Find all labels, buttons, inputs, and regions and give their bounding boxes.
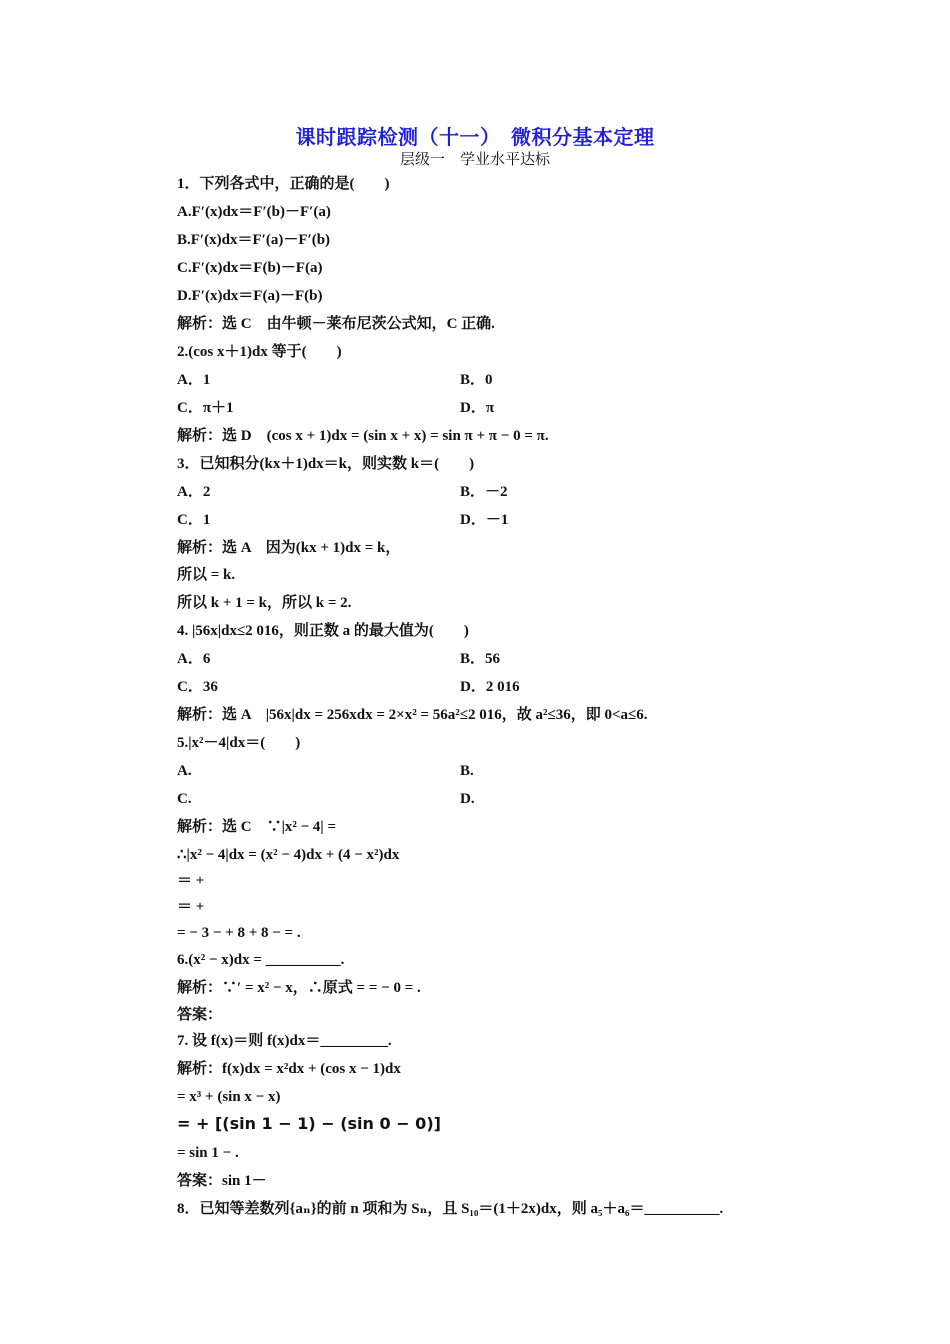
option-a: A. — [177, 763, 192, 779]
solution-5-line: ＝ + — [177, 899, 205, 915]
option-b: B．56 — [460, 651, 501, 667]
solution-4: 解析：选 A |56x|dx = 256xdx = 2×x² = 56a²≤2 016，故 a²≤36，即 0<a≤6. — [177, 707, 648, 723]
answer-7: 答案：sin 1－ — [177, 1173, 267, 1189]
option-c: C.F′(x)dx＝F(b)－F(a) — [177, 260, 323, 276]
solution-5: 解析：选 C ∵|x² − 4| = — [177, 819, 337, 835]
option-c: C．π＋1 — [177, 400, 234, 416]
solution-7-line: = + [(sin 1 − 1) − (sin 0 − 0)] — [177, 1114, 441, 1133]
solution-2: 解析：选 D (cos x + 1)dx = (sin x + x) = sin π + π − 0 = π. — [177, 428, 549, 444]
option-c: C．36 — [177, 679, 218, 695]
solution-7-line: = sin 1 − . — [177, 1145, 239, 1161]
question-6: 6.(x² − x)dx = __________. — [177, 952, 345, 968]
question-5: 5.|x²－4|dx＝( ) — [177, 735, 301, 751]
question-7: 7. 设 f(x)＝则 f(x)dx＝_________. — [177, 1033, 392, 1049]
solution-1: 解析：选 C 由牛顿－莱布尼茨公式知，C 正确. — [177, 316, 495, 332]
option-d: D. — [460, 791, 475, 807]
option-a: A．6 — [177, 651, 211, 667]
solution-7: 解析：f(x)dx = x²dx + (cos x − 1)dx — [177, 1061, 401, 1077]
option-c: C. — [177, 791, 192, 807]
solution-3: 解析：选 A 因为(kx + 1)dx = k， — [177, 540, 401, 556]
option-d: D．2 016 — [460, 679, 520, 695]
solution-7-line: = x³ + (sin x − x) — [177, 1089, 281, 1105]
option-c: C．1 — [177, 512, 211, 528]
answer-6: 答案： — [177, 1007, 223, 1023]
question-8: 8．已知等差数列{aₙ}的前 n 项和为 Sₙ，且 S₁₀＝(1＋2x)dx，则 a₅＋a₆＝__________. — [177, 1201, 724, 1217]
option-b: B.F′(x)dx＝F′(a)－F′(b) — [177, 232, 331, 248]
solution-3-line: 所以 k + 1 = k，所以 k = 2. — [177, 595, 352, 611]
page-title: 课时跟踪检测（十一） 微积分基本定理 — [295, 125, 655, 149]
question-2: 2.(cos x＋1)dx 等于( ) — [177, 344, 342, 360]
option-b: B. — [460, 763, 474, 779]
solution-5-line: ＝ + — [177, 873, 205, 889]
question-1: 1．下列各式中，正确的是( ) — [177, 176, 390, 192]
section-subtitle: 层级一 学业水平达标 — [399, 150, 550, 168]
solution-3-line: 所以 = k. — [177, 567, 236, 583]
option-d: D.F′(x)dx＝F(a)－F(b) — [177, 288, 323, 304]
question-4: 4. |56x|dx≤2 016，则正数 a 的最大值为( ) — [177, 623, 469, 639]
solution-5-line: ∴|x² − 4|dx = (x² − 4)dx + (4 − x²)dx — [177, 847, 400, 863]
option-d: D．π — [460, 400, 495, 416]
option-a: A．1 — [177, 372, 211, 388]
solution-6: 解析：∵′ = x² − x，∴原式 = = − 0 = . — [177, 980, 421, 996]
option-d: D．－1 — [460, 512, 509, 528]
option-a: A．2 — [177, 484, 211, 500]
option-a: A.F′(x)dx＝F′(b)－F′(a) — [177, 204, 331, 220]
option-b: B．－2 — [460, 484, 508, 500]
option-b: B．0 — [460, 372, 493, 388]
solution-5-line: = − 3 − + 8 + 8 − = . — [177, 925, 301, 941]
question-3: 3．已知积分(kx＋1)dx＝k，则实数 k＝( ) — [177, 456, 475, 472]
